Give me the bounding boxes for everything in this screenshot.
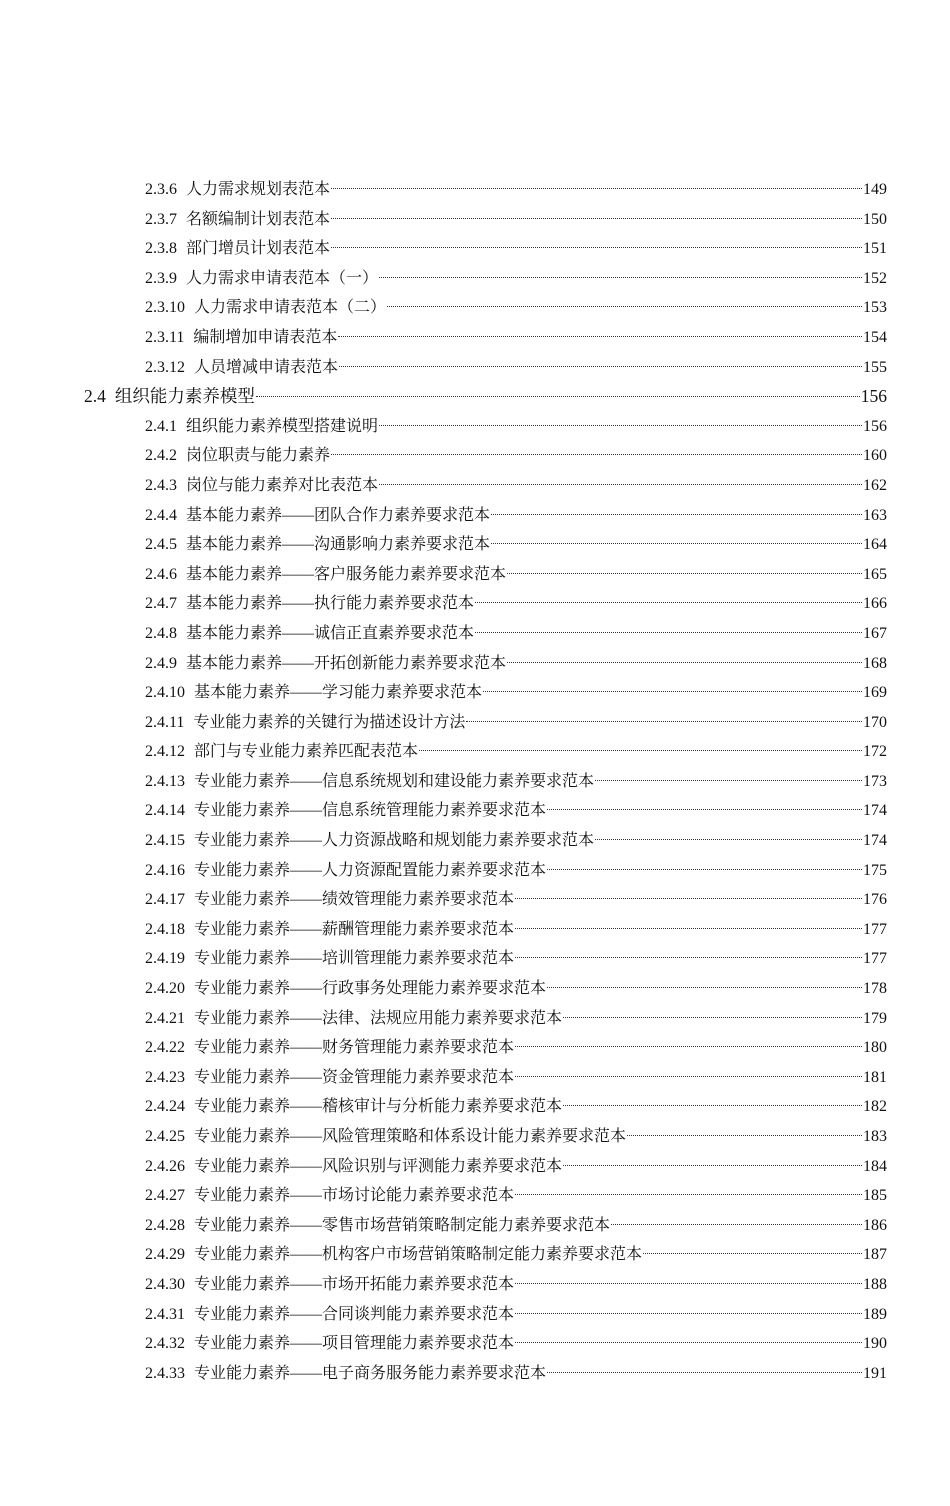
toc-entry-title: 专业能力素养——培训管理能力素养要求范本 (194, 950, 515, 968)
toc-entry-page-number: 183 (863, 1128, 887, 1145)
toc-dot-leader (563, 1165, 862, 1166)
toc-entry[interactable] (0, 1005, 887, 1035)
toc-entry-page-number: 178 (863, 980, 887, 998)
toc-entry-title: 基本能力素养——客户服务能力素养要求范本 (186, 565, 507, 583)
toc-entry-page-number: 185 (863, 1187, 887, 1205)
toc-entry-page-number: 174 (863, 802, 887, 820)
toc-entry-page-number: 149 (863, 181, 887, 198)
toc-entry-number: 2.4 (84, 386, 106, 407)
toc-dot-leader (507, 573, 862, 574)
toc-entry-number: 2.3.6 (145, 181, 177, 198)
toc-entry-page-number: 174 (863, 832, 887, 850)
toc-entry-title: 专业能力素养——稽核审计与分析能力素养要求范本 (194, 1098, 563, 1116)
toc-dot-leader (515, 1194, 862, 1195)
toc-entry-page-number: 167 (863, 624, 887, 642)
toc-dot-leader (491, 543, 862, 544)
toc-entry-number: 2.4.31 (145, 1305, 185, 1323)
toc-dot-leader (595, 780, 862, 781)
toc-entry-title: 专业能力素养——行政事务处理能力素养要求范本 (194, 980, 547, 998)
toc-dot-leader (256, 396, 860, 397)
toc-entry[interactable] (0, 442, 887, 472)
toc-entry-page-number: 191 (863, 1364, 887, 1382)
toc-entry-title: 部门增员计划表范本 (186, 240, 331, 258)
toc-entry[interactable] (0, 206, 887, 236)
toc-entry[interactable] (0, 1182, 887, 1212)
toc-entry-title: 专业能力素养——电子商务服务能力素养要求范本 (194, 1364, 547, 1382)
toc-entry[interactable] (0, 738, 887, 768)
toc-entry-number: 2.4.2 (145, 447, 177, 465)
toc-entry-number: 2.4.14 (145, 802, 185, 820)
toc-dot-leader (483, 691, 862, 692)
toc-entry-title: 岗位职责与能力素养 (186, 447, 331, 465)
toc-entry[interactable] (0, 916, 887, 946)
toc-entry-number: 2.4.4 (145, 506, 177, 524)
toc-entry-number: 2.3.12 (145, 358, 185, 376)
toc-entry-number: 2.3.9 (145, 269, 177, 287)
toc-entry-number: 2.4.9 (145, 654, 177, 672)
toc-dot-leader (515, 957, 862, 958)
toc-dot-leader (379, 484, 862, 485)
toc-dot-leader (643, 1253, 862, 1254)
toc-dot-leader (515, 1342, 862, 1343)
toc-entry-page-number: 165 (863, 565, 887, 583)
toc-entry[interactable] (0, 709, 887, 739)
toc-entry-title: 人力需求申请表范本（二） (194, 299, 387, 317)
toc-entry-page-number: 162 (863, 476, 887, 494)
toc-entry[interactable] (0, 1153, 887, 1183)
toc-entry[interactable] (0, 768, 887, 798)
toc-entry-page-number: 187 (863, 1246, 887, 1264)
toc-entry-number: 2.4.19 (145, 950, 185, 968)
toc-entry-number: 2.4.17 (145, 891, 185, 909)
toc-entry-title: 基本能力素养——学习能力素养要求范本 (194, 684, 483, 702)
toc-entry-number: 2.3.10 (145, 299, 185, 317)
toc-entry-page-number: 156 (860, 386, 887, 407)
toc-dot-leader (595, 839, 862, 840)
toc-entry-title: 专业能力素养——信息系统管理能力素养要求范本 (194, 802, 547, 820)
toc-entry-title: 专业能力素养——人力资源配置能力素养要求范本 (194, 861, 547, 879)
toc-entry-number: 2.4.11 (145, 713, 185, 731)
toc-dot-leader (475, 632, 862, 633)
toc-entry-title: 专业能力素养——市场开拓能力素养要求范本 (194, 1275, 515, 1293)
toc-entry-number: 2.4.22 (145, 1039, 185, 1057)
toc-dot-leader (563, 1017, 862, 1018)
toc-entry-title: 基本能力素养——执行能力素养要求范本 (186, 595, 475, 613)
toc-dot-leader (627, 1135, 862, 1136)
toc-entry[interactable] (0, 561, 887, 591)
toc-entry[interactable] (0, 531, 887, 561)
toc-entry-title: 岗位与能力素养对比表范本 (186, 476, 379, 494)
toc-dot-leader (547, 1372, 862, 1373)
toc-entry-title: 编制增加申请表范本 (193, 328, 338, 346)
toc-entry-number: 2.4.5 (145, 536, 177, 554)
toc-entry-title: 人力需求规划表范本 (186, 181, 331, 198)
toc-entry-number: 2.4.16 (145, 861, 185, 879)
toc-entry-title: 基本能力素养——诚信正直素养要求范本 (186, 624, 475, 642)
toc-entry-number: 2.4.20 (145, 980, 185, 998)
toc-dot-leader (331, 218, 862, 219)
toc-entry-number: 2.4.18 (145, 920, 185, 938)
toc-entry-page-number: 182 (863, 1098, 887, 1116)
toc-entry-page-number: 166 (863, 595, 887, 613)
toc-entry-number: 2.4.12 (145, 743, 185, 761)
toc-dot-leader (331, 188, 862, 189)
toc-dot-leader (547, 869, 862, 870)
toc-entry[interactable] (0, 827, 887, 857)
toc-entry-number: 2.4.27 (145, 1187, 185, 1205)
toc-entry-page-number: 186 (863, 1216, 887, 1234)
toc-entry-title: 专业能力素养——风险识别与评测能力素养要求范本 (194, 1157, 563, 1175)
toc-entry-title: 组织能力素养模型 (114, 386, 255, 407)
toc-entry-number: 2.3.11 (145, 328, 185, 346)
toc-entry[interactable] (0, 945, 887, 975)
toc-dot-leader (515, 1313, 862, 1314)
toc-entry-page-number: 154 (863, 328, 887, 346)
toc-entry-page-number: 156 (863, 417, 887, 435)
toc-entry-title: 专业能力素养——绩效管理能力素养要求范本 (194, 891, 515, 909)
toc-entry-title: 专业能力素养——风险管理策略和体系设计能力素养要求范本 (194, 1128, 627, 1145)
toc-entry[interactable] (0, 1064, 887, 1094)
toc-dot-leader (379, 277, 862, 278)
toc-dot-leader (515, 1046, 862, 1047)
toc-entry-title: 基本能力素养——团队合作力素养要求范本 (186, 506, 491, 524)
toc-entry[interactable] (0, 1212, 887, 1242)
toc-entry[interactable] (0, 413, 887, 443)
toc-dot-leader (331, 247, 862, 248)
toc-entry-number: 2.3.7 (145, 210, 177, 228)
toc-entry-page-number: 150 (863, 210, 887, 228)
toc-entry-page-number: 177 (863, 950, 887, 968)
toc-entry-title: 专业能力素养——市场讨论能力素养要求范本 (194, 1187, 515, 1205)
toc-dot-leader (466, 721, 862, 722)
toc-entry-number: 2.3.8 (145, 240, 177, 258)
toc-dot-leader (515, 928, 862, 929)
toc-entry-page-number: 163 (863, 506, 887, 524)
toc-entry[interactable] (0, 975, 887, 1005)
toc-entry-number: 2.4.21 (145, 1009, 185, 1027)
toc-entry-page-number: 176 (863, 891, 887, 909)
toc-entry[interactable] (0, 324, 887, 354)
toc-entry[interactable] (0, 797, 887, 827)
toc-entry[interactable] (0, 354, 887, 384)
toc-entry-title: 专业能力素养——法律、法规应用能力素养要求范本 (194, 1009, 563, 1027)
toc-entry-title: 名额编制计划表范本 (186, 210, 331, 228)
toc-dot-leader (339, 366, 862, 367)
toc-dot-leader (563, 1105, 862, 1106)
toc-dot-leader (387, 306, 862, 307)
toc-entry-number: 2.4.6 (145, 565, 177, 583)
toc-entry[interactable] (0, 1330, 887, 1360)
toc-entry-title: 专业能力素养——机构客户市场营销策略制定能力素养要求范本 (194, 1246, 643, 1264)
toc-entry-page-number: 151 (863, 240, 887, 258)
toc-entry-number: 2.4.23 (145, 1068, 185, 1086)
toc-entry-title: 专业能力素养——项目管理能力素养要求范本 (194, 1335, 515, 1353)
toc-entry-title: 人力需求申请表范本（一） (186, 269, 379, 287)
toc-entry-title: 专业能力素养——人力资源战略和规划能力素养要求范本 (194, 832, 595, 850)
toc-dot-leader (419, 750, 862, 751)
toc-dot-leader (338, 336, 862, 337)
toc-entry[interactable] (0, 1301, 887, 1331)
toc-entry-number: 2.4.29 (145, 1246, 185, 1264)
toc-entry-page-number: 168 (863, 654, 887, 672)
toc-entry-page-number: 155 (863, 358, 887, 376)
toc-entry-title: 专业能力素养的关键行为描述设计方法 (193, 713, 466, 731)
toc-dot-leader (331, 454, 862, 455)
toc-dot-leader (515, 1283, 862, 1284)
toc-entry-page-number: 164 (863, 536, 887, 554)
table-of-contents (0, 176, 950, 1389)
toc-entry-title: 专业能力素养——合同谈判能力素养要求范本 (194, 1305, 515, 1323)
toc-dot-leader (611, 1224, 862, 1225)
toc-entry-title: 部门与专业能力素养匹配表范本 (194, 743, 419, 761)
toc-entry-title: 基本能力素养——开拓创新能力素养要求范本 (186, 654, 507, 672)
toc-entry-number: 2.4.26 (145, 1157, 185, 1175)
toc-entry-number: 2.4.3 (145, 476, 177, 494)
toc-entry-number: 2.4.1 (145, 417, 177, 435)
toc-entry-page-number: 189 (863, 1305, 887, 1323)
toc-entry-page-number: 180 (863, 1039, 887, 1057)
toc-entry-title: 专业能力素养——薪酬管理能力素养要求范本 (194, 920, 515, 938)
toc-dot-leader (515, 1076, 862, 1077)
toc-dot-leader (515, 898, 862, 899)
toc-entry-number: 2.4.10 (145, 684, 185, 702)
toc-dot-leader (547, 987, 862, 988)
toc-entry-title: 专业能力素养——信息系统规划和建设能力素养要求范本 (194, 772, 595, 790)
toc-entry-number: 2.4.32 (145, 1335, 185, 1353)
toc-entry[interactable] (0, 886, 887, 916)
toc-entry-number: 2.4.24 (145, 1098, 185, 1116)
toc-section-entry[interactable] (0, 383, 887, 413)
toc-entry[interactable] (0, 294, 887, 324)
toc-entry[interactable] (0, 1241, 887, 1271)
toc-entry-number: 2.4.25 (145, 1128, 185, 1145)
toc-entry-page-number: 172 (863, 743, 887, 761)
toc-entry[interactable] (0, 679, 887, 709)
toc-entry[interactable] (0, 620, 887, 650)
toc-entry-number: 2.4.15 (145, 832, 185, 850)
toc-entry-title: 专业能力素养——财务管理能力素养要求范本 (194, 1039, 515, 1057)
toc-entry[interactable] (0, 176, 887, 206)
toc-entry[interactable] (0, 650, 887, 680)
toc-entry-page-number: 153 (863, 299, 887, 317)
toc-entry-page-number: 188 (863, 1275, 887, 1293)
toc-entry-number: 2.4.33 (145, 1364, 185, 1382)
toc-entry-page-number: 181 (863, 1068, 887, 1086)
toc-entry[interactable] (0, 1093, 887, 1123)
toc-entry-page-number: 169 (863, 684, 887, 702)
toc-entry-page-number: 179 (863, 1009, 887, 1027)
toc-dot-leader (507, 662, 862, 663)
toc-entry[interactable] (0, 472, 887, 502)
toc-entry-title: 基本能力素养——沟通影响力素养要求范本 (186, 536, 491, 554)
toc-entry[interactable] (0, 1034, 887, 1064)
toc-dot-leader (379, 425, 862, 426)
toc-entry[interactable] (0, 265, 887, 295)
toc-dot-leader (475, 602, 862, 603)
toc-entry-page-number: 170 (863, 713, 887, 731)
toc-entry-number: 2.4.13 (145, 772, 185, 790)
toc-entry-title: 组织能力素养模型搭建说明 (186, 417, 379, 435)
toc-entry[interactable] (0, 1271, 887, 1301)
toc-entry-page-number: 160 (863, 447, 887, 465)
toc-entry-title: 人员增减申请表范本 (194, 358, 339, 376)
toc-entry-page-number: 175 (863, 861, 887, 879)
toc-entry-page-number: 184 (863, 1157, 887, 1175)
toc-entry-number: 2.4.8 (145, 624, 177, 642)
toc-dot-leader (491, 514, 862, 515)
toc-entry[interactable] (0, 857, 887, 887)
toc-entry-title: 专业能力素养——零售市场营销策略制定能力素养要求范本 (194, 1216, 611, 1234)
toc-entry-page-number: 190 (863, 1335, 887, 1353)
toc-dot-leader (547, 809, 862, 810)
toc-entry[interactable] (0, 590, 887, 620)
toc-entry-number: 2.4.28 (145, 1216, 185, 1234)
toc-entry[interactable] (0, 1360, 887, 1390)
toc-entry-page-number: 177 (863, 920, 887, 938)
toc-entry[interactable] (0, 502, 887, 532)
toc-entry-page-number: 152 (863, 269, 887, 287)
toc-entry-page-number: 173 (863, 772, 887, 790)
toc-entry-title: 专业能力素养——资金管理能力素养要求范本 (194, 1068, 515, 1086)
toc-entry[interactable] (0, 1123, 887, 1153)
toc-entry[interactable] (0, 235, 887, 265)
toc-entry-number: 2.4.30 (145, 1275, 185, 1293)
toc-entry-number: 2.4.7 (145, 595, 177, 613)
